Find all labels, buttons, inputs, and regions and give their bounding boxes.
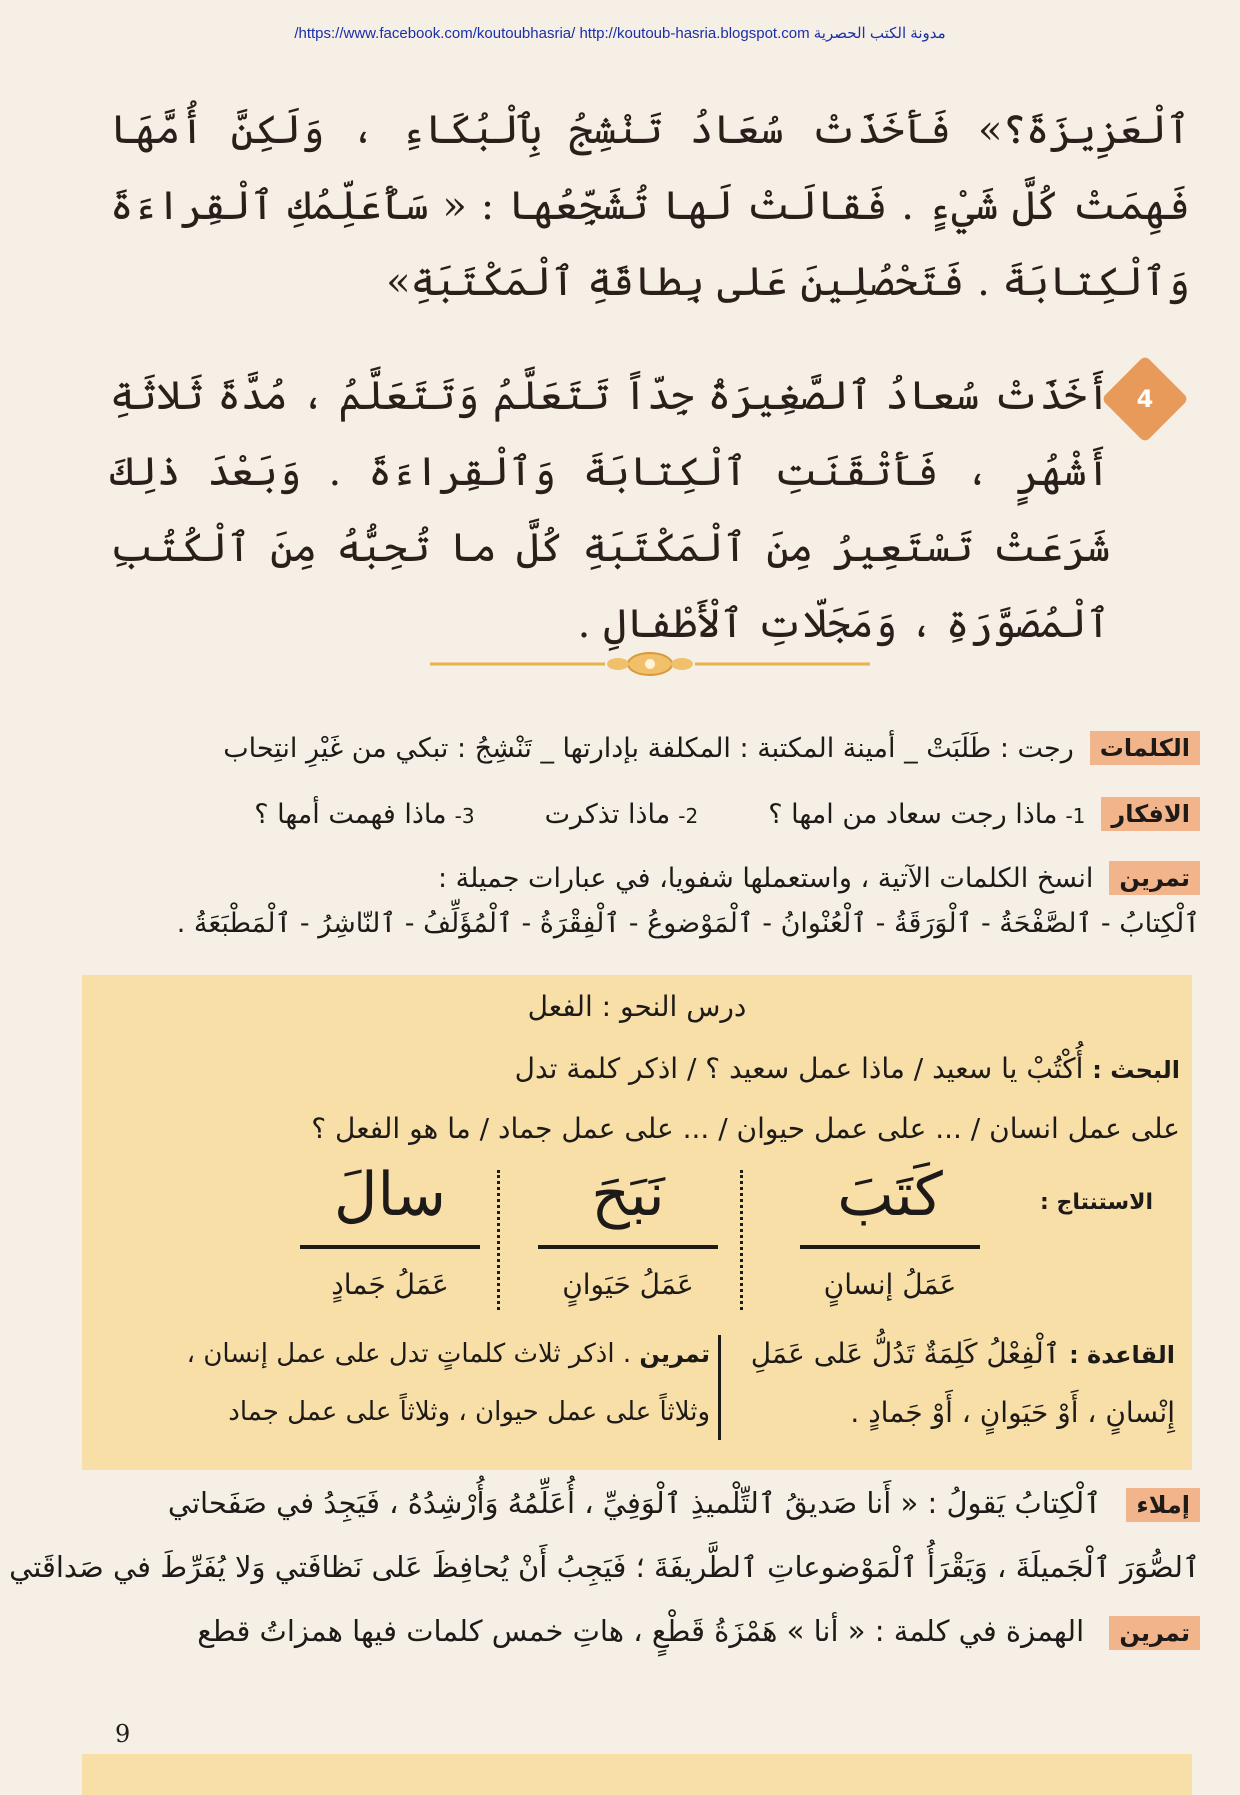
paragraph-number: 4 xyxy=(1136,385,1154,413)
source-header[interactable]: /https://www.facebook.com/koutoubhasria/ http://koutoub-hasria.blogspot.com مدونة الكتب الحصرية xyxy=(294,25,946,42)
exercise-row xyxy=(110,852,1200,904)
grammar-exercise xyxy=(130,1325,710,1441)
grammar-search-line-1 xyxy=(130,1052,1180,1085)
rule-exercise-separator xyxy=(718,1335,721,1440)
ideas-label: الافكار xyxy=(1101,797,1200,831)
verb-caption-1: عَمَلُ إنسانٍ xyxy=(823,1268,957,1301)
story-paragraph-3: ٱلْعَزِيزَةَ؟» فَأَخَذَتْ سُعَادُ تَنْشِجُ بِٱلْبُكَاءِ ، وَلَكِنَّ أُمَّهَا فَهِمَتْ كُلَّ شَيْءٍ . فَقالَتْ لَها تُشَجِّعُها : « سَأُعَلِّمُكِ ٱلْقِراءَةَ وَٱلْكِتابَةَ . فَتَحْصُلِينَ عَلى بِطاقَةِ ٱلْمَكْتَبَةِ» xyxy=(110,107,1190,305)
verb-underline-1 xyxy=(800,1245,980,1249)
vocabulary-row xyxy=(110,722,1200,774)
grammar-title: درس النحو : الفعل xyxy=(527,990,747,1023)
vocabulary-text: رجت : طَلَبَتْ _ أمينة المكتبة : المكلفة بإدارتها _ تَنْشِجُ : تبكي من غَيْرِ انتِحاب xyxy=(223,732,1074,764)
question-1: 1-ماذا رجت سعاد من امها ؟ xyxy=(768,798,1086,830)
conclusion-label: الاستنتاج : xyxy=(1040,1190,1154,1215)
hamza-exercise-line xyxy=(110,1614,1200,1648)
rule-label: القاعدة : xyxy=(1069,1341,1175,1369)
verb-word-1: كَتَبَ xyxy=(837,1160,943,1230)
question-3: 3-ماذا فهمت أمها ؟ xyxy=(254,798,475,830)
page-number: 9 xyxy=(115,1720,131,1748)
dictation-text-1: ٱلْكِتابُ يَقولُ : « أَنا صَديقُ ٱلتِّلْميذِ ٱلْوَفِيِّ ، أُعَلِّمُهُ وَأُرْشِدُهُ ، فَيَجِدُ في صَفَحاتي xyxy=(167,1486,1102,1520)
exercise-word-list: ٱلْكِتابُ - ٱلصَّفْحَةُ - ٱلْوَرَقَةُ - ٱلْعُنْوانُ - ٱلْمَوْضوعُ - ٱلْفِقْرَةُ - ٱلْمُؤَلِّفُ - ٱلنّاشِرُ - ٱلْمَطْبَعَةُ . xyxy=(176,908,1200,939)
story-paragraph-4: أَخَذَتْ سُعادُ ٱلصَّغِيرَةُ جِدّاً تَتَعَلَّمُ وَتَتَعَلَّمُ ، مُدَّةَ ثَلاثَةِ أَشْهُرٍ ، فَأَتْقَنَتِ ٱلْكِتابَةَ وَٱلْقِراءَةَ . وَبَعْدَ ذٰلِكَ شَرَعَتْ تَسْتَعِيرُ مِنَ ٱلْمَكْتَبَةِ كُلَّ ما تُحِبُّهُ مِنَ ٱلْكُتُبِ ٱلْمُصَوَّرَةِ ، وَمَجَلّاتِ ٱلْأَطْفالِ . xyxy=(110,373,1110,647)
verb-separator-1 xyxy=(740,1170,743,1310)
dictation-line-1 xyxy=(110,1486,1200,1520)
grammar-search-line-2: على عمل انسان / ... على عمل حيوان / ... على عمل جماد / ما هو الفعل ؟ xyxy=(311,1112,1180,1145)
verb-word-2: نَبَحَ xyxy=(591,1160,665,1230)
verb-underline-2 xyxy=(538,1245,718,1249)
grammar-rule xyxy=(735,1325,1175,1442)
search-text-1: أُكْتُبْ يا سعيد / ماذا عمل سعيد ؟ / اذكر كلمة تدل xyxy=(514,1052,1084,1085)
verb-caption-2: عَمَلُ حَيَوانٍ xyxy=(562,1268,694,1301)
ideas-row xyxy=(110,788,1200,840)
dictation-line-2: ٱلصُّوَرَ ٱلْجَميلَةَ ، وَيَقْرَأُ ٱلْمَوْضوعاتِ ٱلطَّريفَةَ ؛ فَيَجِبُ أَنْ يُحافِظَ عَلى نَظافَتي وَلا يُفَرِّطَ في صَداقَتي xyxy=(9,1550,1200,1584)
dictation-label: إملاء xyxy=(1126,1488,1200,1522)
search-label: البحث : xyxy=(1092,1056,1180,1084)
ornament-divider-icon xyxy=(430,650,870,678)
verb-underline-3 xyxy=(300,1245,480,1249)
hamza-exercise-text: الهمزة في كلمة : « أنا » هَمْزَةُ قَطْعٍ ، هاتِ خمس كلمات فيها همزاتُ قطع xyxy=(197,1614,1085,1648)
verb-caption-3: عَمَلُ جَمادٍ xyxy=(331,1268,449,1301)
paragraph-number-badge xyxy=(1101,355,1189,443)
hamza-exercise-label: تمرين xyxy=(1109,1616,1200,1650)
exercise-label: تمرين xyxy=(1109,861,1200,895)
rule-text: ٱلْفِعْلُ كَلِمَةٌ تَدُلُّ عَلى عَمَلِ إِنْسانٍ ، أَوْ حَيَوانٍ ، أَوْ جَمادٍ . xyxy=(750,1337,1175,1429)
grammar-exercise-text: . اذكر ثلاث كلماتٍ تدل على عمل إنسان ، وثلاثاً على عمل حيوان ، وثلاثاً على عمل جماد xyxy=(186,1339,710,1427)
verb-word-3: سالَ xyxy=(333,1160,447,1230)
exercise-text: انسخ الكلمات الآتية ، واستعملها شفويا، في عبارات جميلة : xyxy=(437,862,1094,894)
question-2: 2-ماذا تذكرت xyxy=(544,798,699,830)
grammar-exercise-label: تمرين xyxy=(639,1340,710,1368)
vocabulary-label: الكلمات xyxy=(1090,731,1200,765)
